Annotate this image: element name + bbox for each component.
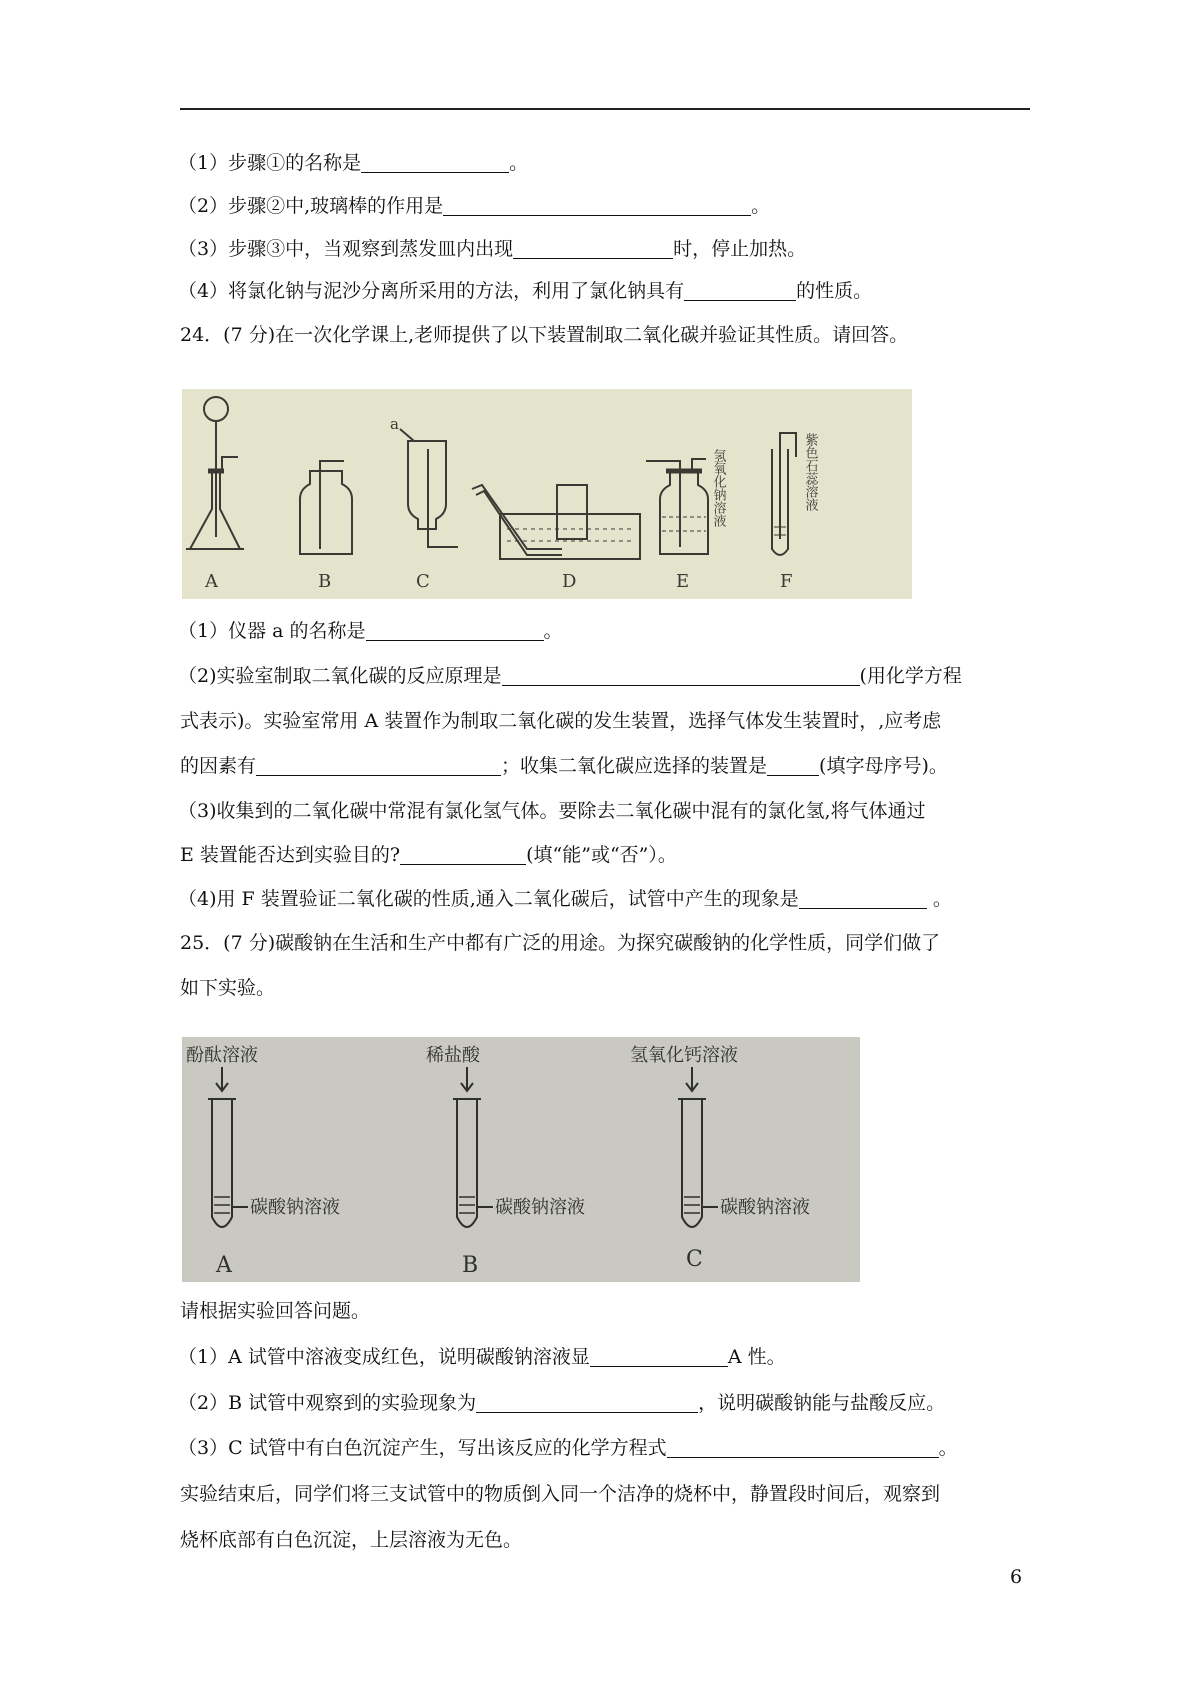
- apparatus-label-f: F: [780, 571, 793, 592]
- q25-header-line2: 如下实验。: [180, 977, 276, 999]
- test-tube-b-icon: [453, 1067, 493, 1227]
- instrument-a-label: a: [390, 415, 399, 433]
- q25-after-line2: 烧杯底部有白色沉淀，上层溶液为无色。: [180, 1529, 523, 1551]
- q24-part2-line3: [180, 753, 948, 779]
- q24-part3-line1: （3)收集到的二氧化碳中常混有氯化氢气体。要除去二氧化碳中混有的氯化氢,将气体通过: [178, 800, 926, 822]
- q25-part2: [178, 1390, 945, 1416]
- apparatus-label-e: E: [676, 571, 690, 592]
- answer-blank[interactable]: [684, 280, 796, 301]
- q25-part2-end: ，说明碳酸钠能与盐酸反应。: [698, 1392, 946, 1414]
- q24-part2-text: （2)实验室制取二氧化碳的反应原理是: [178, 665, 502, 687]
- q25-part1-text: （1）A 试管中溶液变成红色，说明碳酸钠溶液显: [178, 1346, 590, 1368]
- q25-after-line1: 实验结束后，同学们将三支试管中的物质倒入同一个洁净的烧杯中，静置段时间后，观察到: [180, 1483, 941, 1505]
- q24-apparatus-figure: [182, 389, 912, 599]
- q25-part3: [178, 1435, 958, 1461]
- prev-q1: [178, 150, 528, 176]
- prev-q2: [178, 193, 770, 219]
- reagent-label-b: 稀盐酸: [426, 1045, 480, 1066]
- q25-part3-end: 。: [938, 1437, 958, 1459]
- tube-label-b: B: [462, 1253, 479, 1278]
- q24-part4-text: （4)用 F 装置验证二氧化碳的性质,通入二氧化碳后，试管中产生的现象是: [178, 888, 799, 910]
- apparatus-label-a: A: [205, 571, 218, 592]
- q24-part1-text: （1）仪器 a 的名称是: [178, 620, 366, 642]
- answer-blank[interactable]: [502, 665, 860, 686]
- answer-blank[interactable]: [513, 238, 673, 259]
- q24-part2-factors: 的因素有: [180, 755, 257, 777]
- answer-blank[interactable]: [667, 1437, 939, 1458]
- answer-blank[interactable]: [476, 1392, 698, 1413]
- apparatus-d-icon: [472, 485, 640, 559]
- q24-part3-text: E 装置能否达到实验目的?: [180, 844, 401, 866]
- solution-label-b: 碳酸钠溶液: [495, 1197, 585, 1218]
- prev-q4-end: 的性质。: [796, 280, 873, 302]
- answer-blank[interactable]: [443, 195, 751, 216]
- test-tube-c-icon: [678, 1067, 718, 1227]
- apparatus-label-b: B: [318, 571, 332, 592]
- tube-label-c: C: [686, 1247, 703, 1272]
- solution-label-c: 碳酸钠溶液: [720, 1197, 810, 1218]
- prev-q3-end: 时，停止加热。: [673, 238, 807, 260]
- answer-blank[interactable]: [366, 620, 544, 641]
- q25-part1: [178, 1344, 786, 1370]
- apparatus-a-icon: [186, 397, 244, 549]
- q25-test-tube-figure: [182, 1037, 860, 1282]
- q24-part4: [178, 886, 952, 912]
- apparatus-label-d: D: [562, 571, 577, 592]
- prev-q2-end: 。: [751, 195, 771, 217]
- prev-q4: [178, 278, 872, 304]
- apparatus-e-icon: [646, 459, 708, 554]
- apparatus-c-icon: [400, 429, 458, 547]
- q24-part1-end: 。: [543, 620, 563, 642]
- test-tube-a-icon: [208, 1067, 248, 1227]
- q25-prompt: 请根据实验回答问题。: [180, 1300, 371, 1322]
- apparatus-label-c: C: [416, 571, 430, 592]
- reagent-label-a: 酚酞溶液: [186, 1045, 258, 1066]
- answer-blank[interactable]: [400, 844, 526, 865]
- page-number: 6: [1010, 1566, 1023, 1588]
- q24-part2-end: (用化学方程: [859, 665, 962, 687]
- prev-q1-end: 。: [509, 152, 529, 174]
- answer-blank[interactable]: [799, 888, 927, 909]
- answer-blank[interactable]: [256, 755, 501, 776]
- q24-part2-collect: ；收集二氧化碳应选择的装置是: [501, 755, 768, 777]
- q25-part2-text: （2）B 试管中观察到的实验现象为: [178, 1392, 477, 1414]
- tube-label-a: A: [216, 1253, 232, 1278]
- q24-part1: [178, 618, 563, 644]
- apparatus-f-icon: [772, 433, 796, 555]
- prev-q3: [178, 236, 806, 262]
- q25-part3-text: （3）C 试管中有白色沉淀产生，写出该反应的化学方程式: [178, 1437, 667, 1459]
- q24-part2-line2: 式表示)。实验室常用 A 装置作为制取二氧化碳的发生装置，选择气体发生装置时，,应考虑: [180, 710, 942, 732]
- q25-part1-end: A 性。: [727, 1346, 786, 1368]
- q24-part2-line1: [178, 663, 962, 689]
- q25-header-line1: 25．(7 分)碳酸钠在生活和生产中都有广泛的用途。为探究碳酸钠的化学性质，同学们做了: [180, 932, 941, 954]
- q24-header: 24．(7 分)在一次化学课上,老师提供了以下装置制取二氧化碳并验证其性质。请回答。: [180, 324, 909, 346]
- prev-q3-text: （3）步骤③中，当观察到蒸发皿内出现: [178, 238, 514, 260]
- prev-q1-text: （1）步骤①的名称是: [178, 152, 362, 174]
- prev-q2-text: （2）步骤②中,玻璃棒的作用是: [178, 195, 444, 217]
- q24-part4-end: 。: [926, 888, 952, 910]
- q24-part2-hint: (填字母序号)。: [819, 755, 948, 777]
- answer-blank[interactable]: [361, 152, 509, 173]
- naoh-solution-label: 氢氧化钠溶液: [710, 449, 726, 527]
- q24-part3-hint: (填“能”或“否”）。: [526, 844, 677, 866]
- reagent-label-c: 氢氧化钙溶液: [630, 1045, 738, 1066]
- apparatus-b-icon: [300, 461, 352, 554]
- answer-blank[interactable]: [590, 1346, 728, 1367]
- q24-part3-line2: [180, 842, 677, 868]
- header-rule: [180, 108, 1030, 110]
- prev-q4-text: （4）将氯化钠与泥沙分离所采用的方法，利用了氯化钠具有: [178, 280, 685, 302]
- solution-label-a: 碳酸钠溶液: [250, 1197, 340, 1218]
- answer-blank[interactable]: [767, 755, 819, 776]
- litmus-solution-label: 紫色石蕊溶液: [802, 433, 818, 511]
